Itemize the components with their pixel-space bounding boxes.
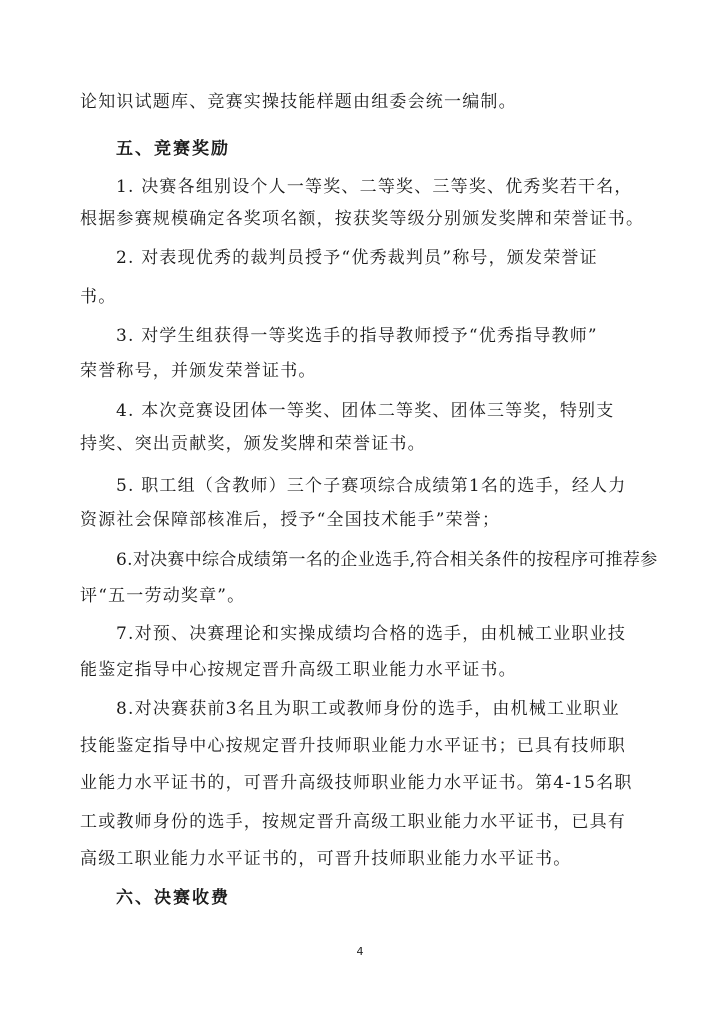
award-item-4-line-1: 4. 本次竞赛设团体一等奖、团体二等奖、团体三等奖，特别支 bbox=[116, 401, 615, 421]
award-item-7-line-2: 能鉴定指导中心按规定晋升高级工职业能力水平证书。 bbox=[80, 660, 517, 680]
award-item-6-line-1: 6.对决赛中综合成绩第一名的企业选手,符合相关条件的按程序可推荐参 bbox=[116, 550, 658, 570]
intro-tail-text: 论知识试题库、竞赛实操技能样题由组委会统一编制。 bbox=[80, 92, 517, 112]
award-item-1-line-2: 根据参赛规模确定各奖项名额，按获奖等级分别颁发奖牌和荣誉证书。 bbox=[80, 209, 645, 229]
award-item-8-line-3: 业能力水平证书的，可晋升高级技师职业能力水平证书。第4-15名职 bbox=[80, 773, 633, 793]
award-item-1-line-1: 1. 决赛各组别设个人一等奖、二等奖、三等奖、优秀奖若干名， bbox=[116, 177, 633, 197]
section-5-heading: 五、竞赛奖励 bbox=[116, 139, 230, 159]
award-item-2-line-1: 2. 对表现优秀的裁判员授予“优秀裁判员”称号，颁发荣誉证 bbox=[116, 248, 598, 268]
award-item-5-line-1: 5. 职工组（含教师）三个子赛项综合成绩第1名的选手，经人力 bbox=[116, 476, 627, 496]
award-item-5-line-2: 资源社会保障部核准后，授予“全国技术能手”荣誉； bbox=[80, 510, 501, 530]
award-item-8-line-1: 8.对决赛获前3名且为职工或教师身份的选手，由机械工业职业 bbox=[116, 699, 620, 719]
award-item-4-line-2: 持奖、突出贡献奖，颁发奖牌和荣誉证书。 bbox=[80, 434, 426, 454]
award-item-8-line-2: 技能鉴定指导中心按规定晋升技师职业能力水平证书；已具有技师职 bbox=[80, 736, 626, 756]
award-item-3-line-1: 3. 对学生组获得一等奖选手的指导教师授予“优秀指导教师” bbox=[116, 326, 598, 346]
award-item-6-line-2: 评“五一劳动奖章”。 bbox=[80, 586, 246, 606]
section-6-heading: 六、决赛收费 bbox=[116, 888, 230, 908]
page-number: 4 bbox=[356, 945, 364, 958]
award-item-7-line-1: 7.对预、决赛理论和实操成绩均合格的选手，由机械工业职业技 bbox=[116, 624, 627, 644]
award-item-8-line-4: 工或教师身份的选手，按规定晋升高级工职业能力水平证书，已具有 bbox=[80, 812, 626, 832]
award-item-2-line-2: 书。 bbox=[80, 287, 117, 307]
award-item-3-line-2: 荣誉称号，并颁发荣誉证书。 bbox=[80, 361, 317, 381]
award-item-8-line-5: 高级工职业能力水平证书的，可晋升技师职业能力水平证书。 bbox=[80, 849, 572, 869]
